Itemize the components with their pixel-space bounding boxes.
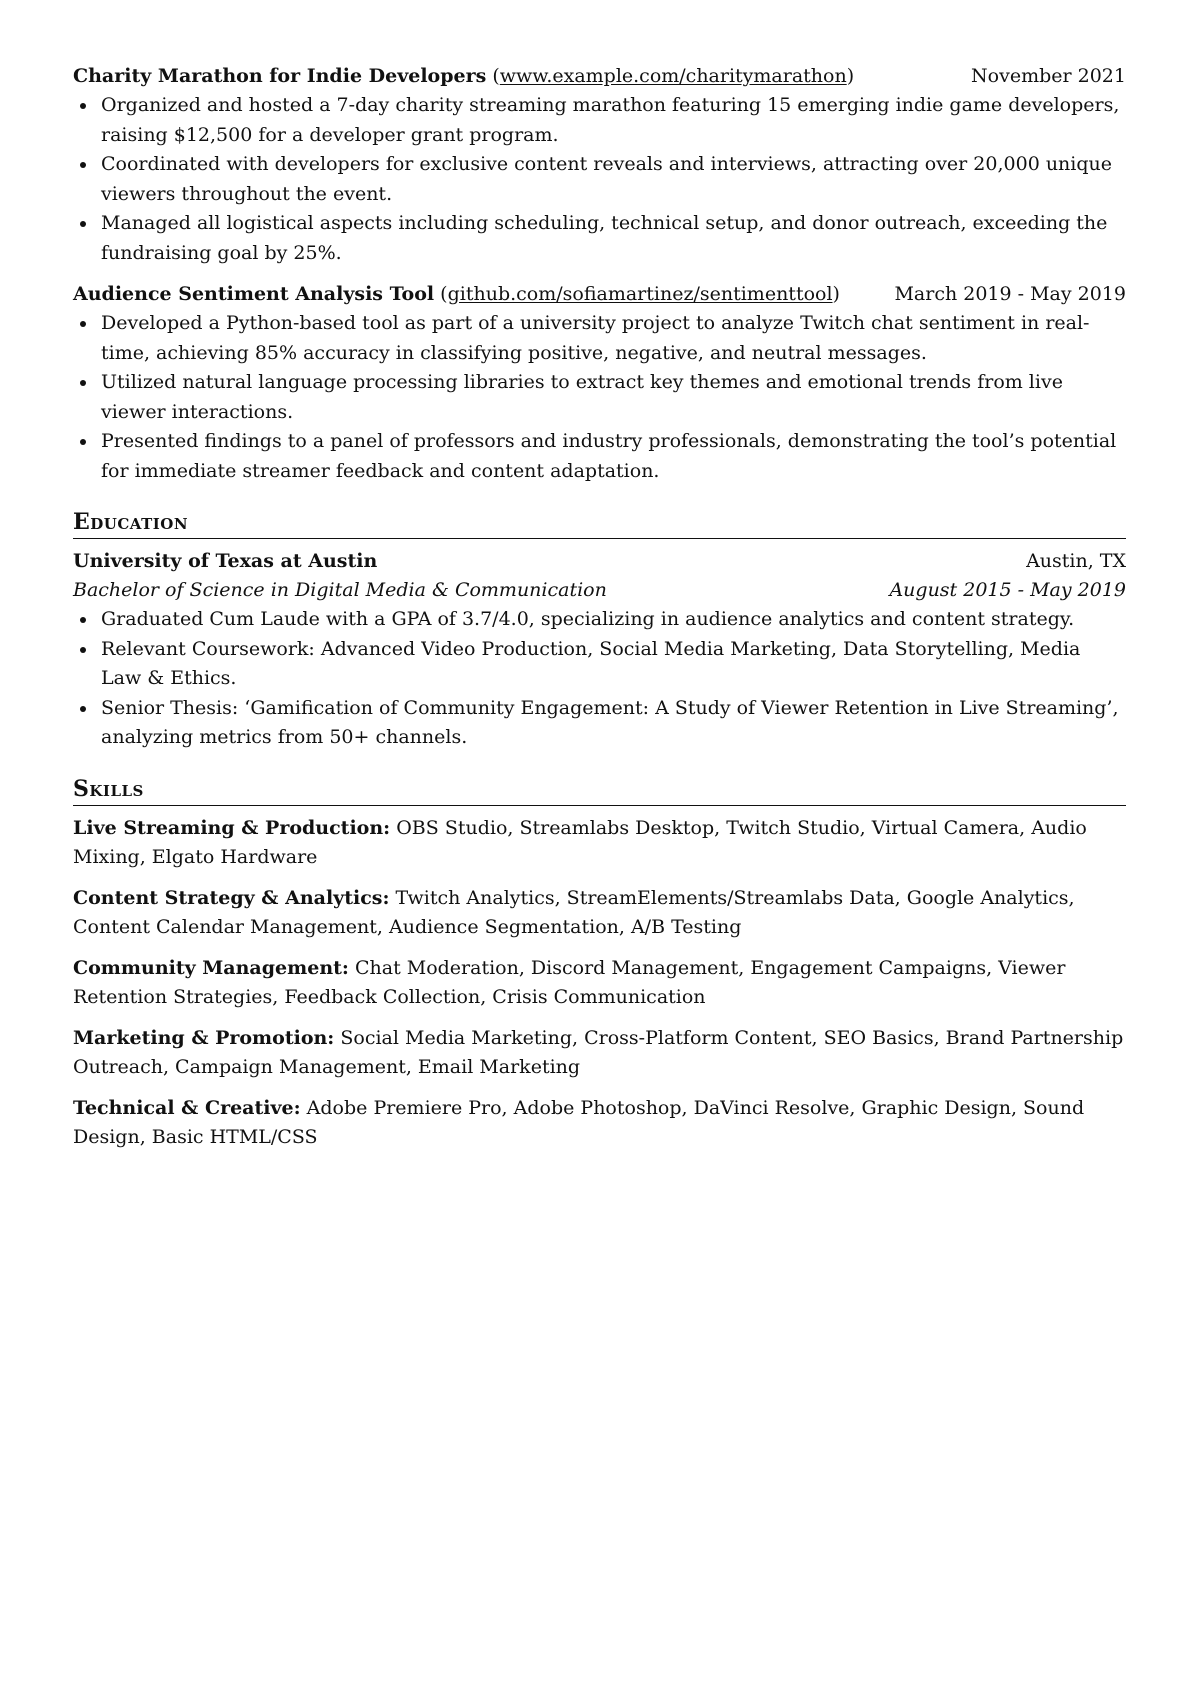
- bullet-item: Managed all logistical aspects including scheduling, technical setup, and donor outreach, exceeding the fundraising goal by 25%.: [73, 209, 1126, 268]
- project-date: November 2021: [971, 65, 1126, 87]
- bullet-item: Senior Thesis: ‘Gamification of Community Engagement: A Study of Viewer Retention in Live Streaming’, analyzing metrics from 50+ channels.: [73, 694, 1126, 753]
- project-link[interactable]: www.example.com/charitymarathon: [499, 65, 847, 87]
- link-close-paren: ): [832, 283, 840, 305]
- skill-row: [73, 814, 1126, 873]
- project-link[interactable]: github.com/sofiamartinez/sentimenttool: [447, 283, 833, 305]
- project-bullets: [73, 91, 1126, 268]
- skill-category: Community Management:: [73, 956, 349, 979]
- skill-values: Adobe Premiere Pro, Adobe Photoshop, DaVinci Resolve, Graphic Design, Sound Design, Basic HTML/CSS: [73, 1096, 1085, 1148]
- project-bullets: [73, 309, 1126, 486]
- skill-values: Chat Moderation, Discord Management, Engagement Campaigns, Viewer Retention Strategies, Feedback Collection, Crisis Communication: [73, 956, 1066, 1008]
- project-entry-charity-marathon: [73, 62, 1126, 268]
- project-title-line: [73, 280, 840, 309]
- project-header: [73, 62, 1126, 91]
- skill-row: [73, 1094, 1126, 1153]
- project-title: Charity Marathon for Indie Developers: [73, 65, 487, 87]
- skills-list: [73, 814, 1126, 1153]
- link-close-paren: ): [846, 65, 855, 87]
- education-entry: [73, 547, 1126, 753]
- bullet-item: Graduated Cum Laude with a GPA of 3.7/4.0, specializing in audience analytics and content strategy.: [73, 605, 1126, 635]
- school-name: University of Texas at Austin: [73, 550, 378, 572]
- education-heading: Education: [73, 508, 1126, 539]
- bullet-item: Utilized natural language processing libraries to extract key themes and emotional trends from live viewer interactions.: [73, 368, 1126, 427]
- project-header: [73, 280, 1126, 309]
- degree-name: Bachelor of Science in Digital Media & Communication: [73, 579, 607, 601]
- skills-heading: Skills: [73, 775, 1126, 806]
- link-open-paren: (: [492, 65, 500, 87]
- skill-values: Social Media Marketing, Cross-Platform Content, SEO Basics, Brand Partnership Outreach, Campaign Management, Email Marketing: [73, 1026, 1124, 1078]
- skill-category: Content Strategy & Analytics:: [73, 886, 390, 909]
- skill-category: Technical & Creative:: [73, 1096, 301, 1119]
- bullet-item: Organized and hosted a 7-day charity streaming marathon featuring 15 emerging indie game developers, raising $12,500 for a developer grant program.: [73, 91, 1126, 150]
- degree-line: [73, 576, 1126, 605]
- skill-category: Marketing & Promotion:: [73, 1026, 335, 1049]
- skill-values: OBS Studio, Streamlabs Desktop, Twitch Studio, Virtual Camera, Audio Mixing, Elgato Hardware: [73, 816, 1087, 868]
- skill-row: [73, 1024, 1126, 1083]
- bullet-item: Developed a Python-based tool as part of a university project to analyze Twitch chat sentiment in real-time, achieving 85% accuracy in classifying positive, negative, and neutral messages.: [73, 309, 1126, 368]
- education-header: [73, 547, 1126, 576]
- skill-category: Live Streaming & Production:: [73, 816, 391, 839]
- bullet-item: Presented findings to a panel of professors and industry professionals, demonstrating the tool’s potential for immediate streamer feedback and content adaptation.: [73, 427, 1126, 486]
- degree-dates: August 2015 - May 2019: [889, 579, 1126, 601]
- project-title-line: [73, 62, 854, 91]
- school-location: Austin, TX: [1026, 550, 1126, 572]
- skill-row: [73, 954, 1126, 1013]
- resume-page: [73, 62, 1126, 1164]
- skill-values: Twitch Analytics, StreamElements/Streamlabs Data, Google Analytics, Content Calendar Management, Audience Segmentation, A/B Testing: [73, 886, 1075, 938]
- bullet-item: Coordinated with developers for exclusive content reveals and interviews, attracting over 20,000 unique viewers throughout the event.: [73, 150, 1126, 209]
- project-title: Audience Sentiment Analysis Tool: [73, 283, 435, 305]
- link-open-paren: (: [440, 283, 448, 305]
- project-date: March 2019 - May 2019: [894, 283, 1126, 305]
- education-bullets: [73, 605, 1126, 753]
- skill-row: [73, 884, 1126, 943]
- bullet-item: Relevant Coursework: Advanced Video Production, Social Media Marketing, Data Storytelling, Media Law & Ethics.: [73, 635, 1126, 694]
- project-entry-sentiment-tool: [73, 280, 1126, 486]
